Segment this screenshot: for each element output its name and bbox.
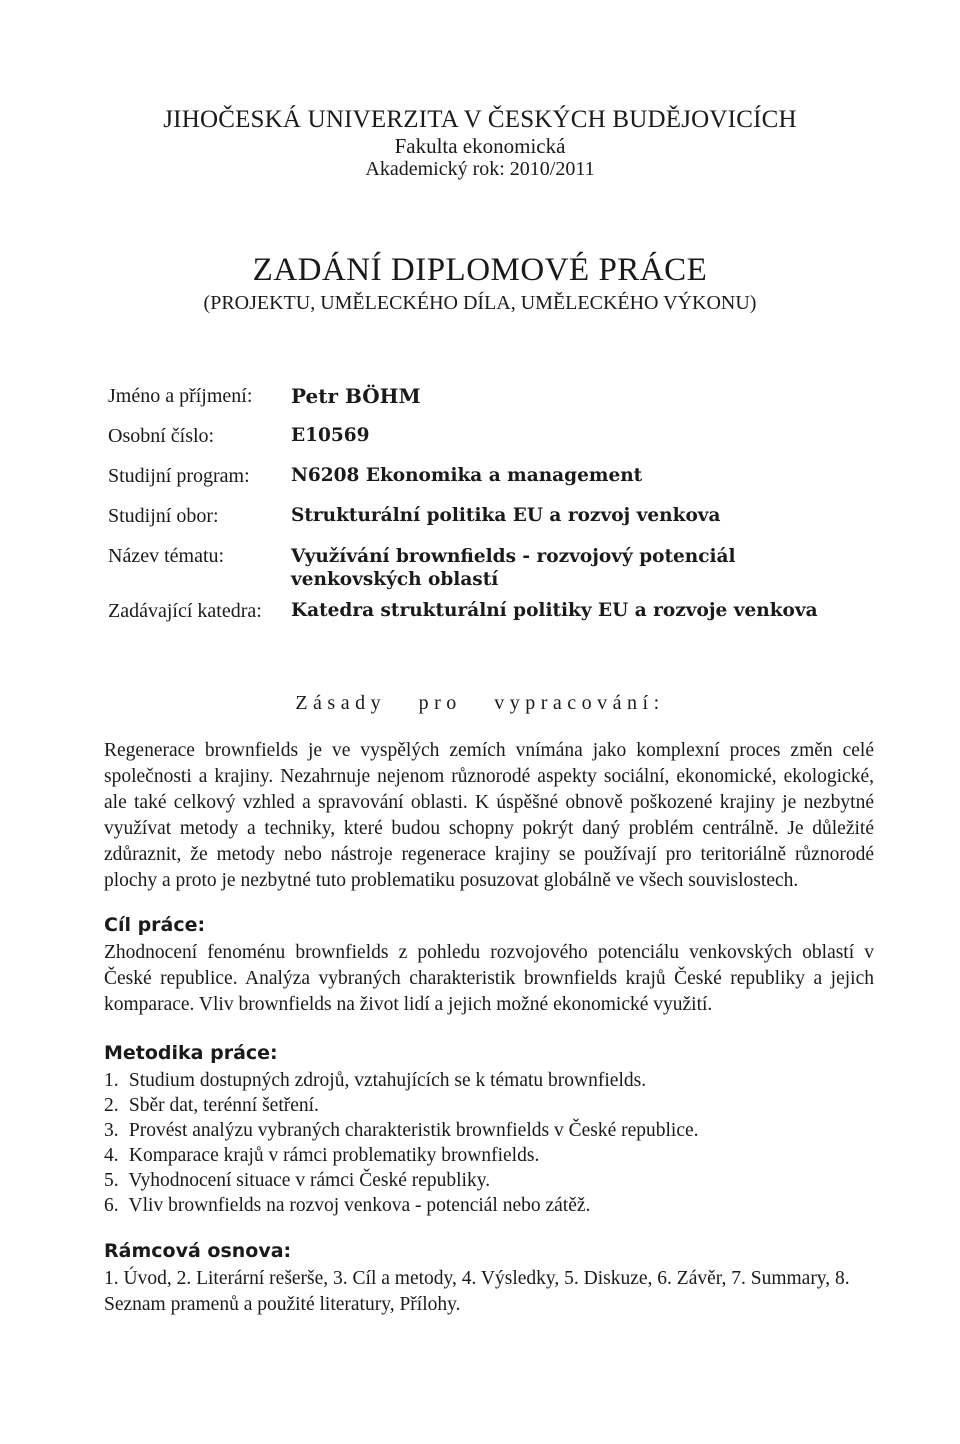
list-item: 2. Sběr dat, terénní šetření. — [104, 1095, 319, 1116]
faculty-name: Fakulta ekonomická — [394, 134, 566, 158]
info-row-personal-number — [108, 416, 888, 456]
info-row-department — [108, 591, 888, 631]
info-label: Název tématu: — [108, 545, 225, 567]
info-row-topic — [108, 536, 888, 591]
info-label: Osobní číslo: — [108, 425, 215, 447]
academic-year: Akademický rok: 2010/2011 — [365, 158, 595, 180]
list-item: 4. Komparace krajů v rámci problematiky brownfields. — [104, 1145, 540, 1166]
list-item: 1. Studium dostupných zdrojů, vztahujících se k tématu brownfields. — [104, 1070, 647, 1091]
goal-section — [104, 912, 874, 1018]
info-label: Zadávající katedra: — [108, 600, 262, 622]
info-label: Studijní obor: — [108, 505, 219, 527]
document-subtitle: (PROJEKTU, UMĚLECKÉHO DÍLA, UMĚLECKÉHO VÝKONU) — [203, 292, 757, 314]
goal-paragraph: Zhodnocení fenoménu brownfields z pohledu rozvojového potenciálu venkovských oblastí v České republice. Analýza vybraných charakteristik brownfields krajů České republiky a jejich komparace. Vliv brownfields na život lidí a jejich možné ekonomické využití. — [104, 942, 874, 1015]
list-item: 3. Provést analýzu vybraných charakteristik brownfields v České republice. — [104, 1120, 699, 1141]
list-item: 6. Vliv brownfields na rozvoj venkova - potenciál nebo zátěž. — [104, 1195, 591, 1216]
university-name: JIHOČESKÁ UNIVERZITA V ČESKÝCH BUDĚJOVICÍCH — [163, 106, 797, 133]
info-value: Katedra strukturální politiky EU a rozvoje venkova — [291, 600, 818, 621]
info-value: N6208 Ekonomika a management — [291, 465, 643, 486]
outline-section — [104, 1238, 874, 1318]
goal-heading: Cíl práce: — [104, 914, 206, 936]
methodology-heading: Metodika práce: — [104, 1042, 278, 1064]
info-value: Petr BÖHM — [291, 384, 421, 408]
info-label: Studijní program: — [108, 465, 250, 487]
methodology-list — [104, 1068, 874, 1218]
info-row-study-program — [108, 456, 888, 496]
info-value: Strukturální politika EU a rozvoj venkova — [291, 505, 721, 526]
outline-heading: Rámcová osnova: — [104, 1240, 292, 1262]
intro-section — [104, 738, 874, 894]
document-title: ZADÁNÍ DIPLOMOVÉ PRÁCE — [252, 252, 708, 288]
intro-paragraph: Regenerace brownfields je ve vyspělých zemích vnímána jako komplexní proces změn celé společnosti a krajiny. Nezahrnuje nejenom různorodé aspekty sociální, ekonomické, ekologické, ale také celkový vzhled a spravování oblasti. K úspěšné obnově poškozené krajiny je nezbytné využívat metody a techniky, které budou schopny pokrýt daný problém centrálně. Je důležité zdůraznit, že metody nebo nástroje regenerace krajiny se používají pro teritoriálně různorodé plochy a proto je nezbytné tuto problematiku posuzovat globálně ve všech souvislostech. — [104, 740, 874, 891]
list-item: 5. Vyhodnocení situace v rámci České republiky. — [104, 1170, 491, 1191]
info-row-study-field — [108, 496, 888, 536]
info-value: E10569 — [291, 425, 370, 446]
info-row-name — [108, 376, 888, 416]
info-label: Jméno a příjmení: — [108, 385, 253, 407]
student-info-table — [108, 376, 888, 631]
info-value: Využívání brownfields - rozvojový potenciál venkovských oblastí — [291, 546, 736, 590]
methodology-section — [104, 1040, 874, 1218]
guidelines-heading: Zásady pro vypracování: — [295, 692, 665, 714]
outline-paragraph: 1. Úvod, 2. Literární rešerše, 3. Cíl a metody, 4. Výsledky, 5. Diskuze, 6. Závěr, 7. Summary, 8. Seznam pramenů a použité literatury, Přílohy. — [104, 1268, 850, 1315]
